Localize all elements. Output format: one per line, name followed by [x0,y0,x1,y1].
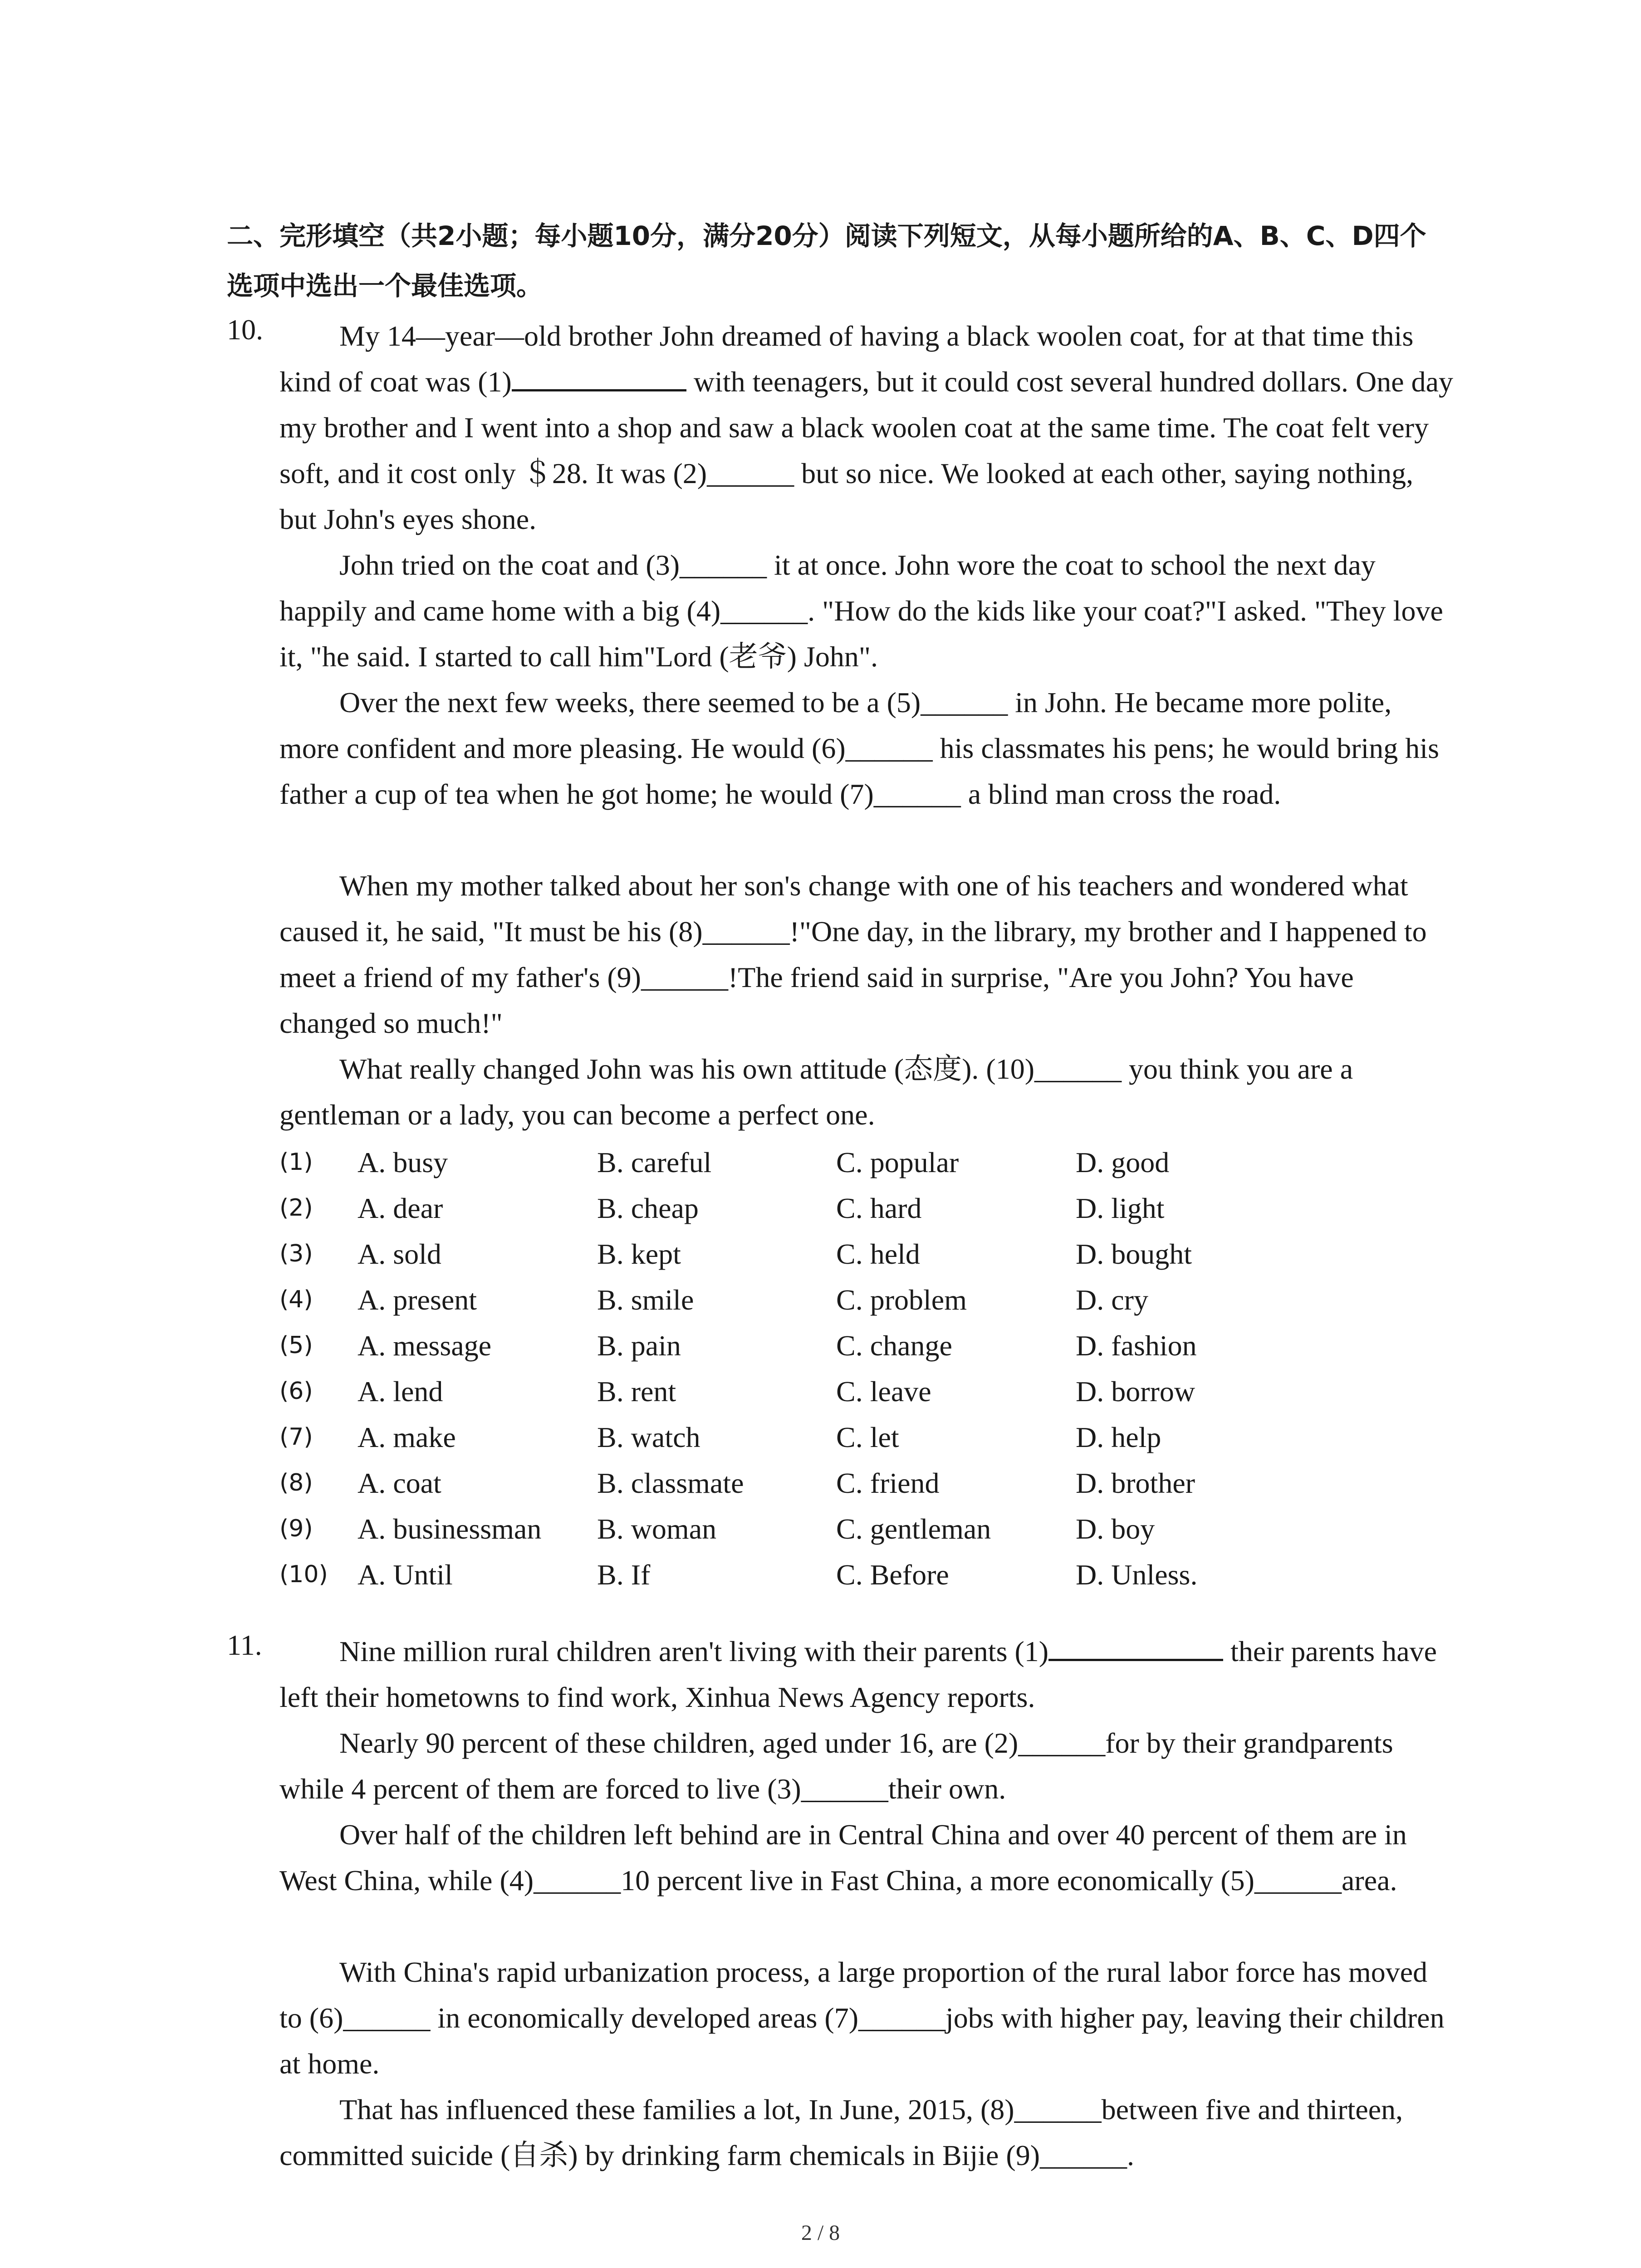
option-d: D. fashion [1076,1330,1197,1362]
option-c: C. Before [836,1559,949,1591]
option-b: B. rent [597,1375,676,1408]
option-b: B. kept [597,1238,681,1270]
q11-paragraph-4 [279,1949,1455,2087]
q10-p5-text: What really changed John was his own attitude (态度). (10)______ you think you are a gentleman or a lady, you can become a perfect one. [279,1053,1353,1131]
q10-p3-text: Over the next few weeks, there seemed to be a (5)______ in John. He became more polite, more confident and more pleasing. He would (6)______ his classmates his pens; he would bring his father a cup of tea when he got home; he would (7)______ a blind man cross the road. [279,686,1439,810]
option-number: (9) [279,1515,313,1542]
q10-paragraph-3 [279,679,1455,817]
q11-paragraph-2 [279,1720,1455,1812]
q11-p4-text: With China's rapid urbanization process, a large proportion of the rural labor force has moved to (6)______ in economically developed areas (7)______jobs with higher pay, leaving their children at home. [279,1956,1445,2080]
option-row [279,1231,1455,1277]
option-number: (6) [279,1378,313,1405]
option-b: B. classmate [597,1467,744,1499]
option-number: (2) [279,1194,313,1222]
q10-paragraph-5 [279,1046,1455,1138]
option-a: A. coat [358,1467,441,1499]
option-row [279,1414,1455,1460]
q11-p2-text: Nearly 90 percent of these children, aged under 16, are (2)______for by their grandparents while 4 percent of them are forced to live (3)______their own. [279,1727,1393,1805]
q10-p4-text: When my mother talked about her son's change with one of his teachers and wondered what caused it, he said, "It must be his (8)______!"One day, in the library, my brother and I happened to meet a friend of my father's (9)______!The friend said in surprise, "Are you John? You have changed so much!" [279,870,1427,1039]
option-c: C. let [836,1421,899,1453]
option-a: A. businessman [358,1513,542,1545]
option-number: (3) [279,1240,313,1267]
option-d: D. boy [1076,1513,1155,1545]
option-d: D. help [1076,1421,1161,1453]
option-c: C. change [836,1330,952,1362]
option-a: A. present [358,1284,477,1316]
q11-paragraph-3 [279,1812,1455,1903]
option-a: A. sold [358,1238,441,1270]
option-a: A. Until [358,1559,453,1591]
option-row [279,1506,1455,1552]
option-c: C. problem [836,1284,967,1316]
section-title: 二、完形填空（共2小题；每小题10分，满分20分）阅读下列短文，从每小题所给的A、B、C、D四个选项中选出一个最佳选项。 [227,220,1426,301]
q11-p5-text: That has influenced these families a lot, In June, 2015, (8)______between five and thirteen, committed suicide (自杀) by drinking farm chemicals in Bijie (9)______. [279,2093,1403,2171]
answer-blank [512,366,686,391]
option-a: A. message [358,1330,492,1362]
q10-paragraph-1 [279,313,1455,542]
q10-options-table [279,1139,1455,1598]
option-c: C. friend [836,1467,940,1499]
option-a: A. dear [358,1192,443,1224]
option-row [279,1277,1455,1323]
option-row [279,1323,1455,1369]
option-number: (1) [279,1149,313,1176]
option-b: B. If [597,1559,651,1591]
q11-p1-text-b: their parents have left their hometowns to find work, Xinhua News Agency reports. [279,1635,1437,1713]
option-b: B. careful [597,1146,712,1178]
option-d: D. light [1076,1192,1165,1224]
option-row [279,1460,1455,1506]
answer-blank [1048,1635,1223,1661]
option-c: C. gentleman [836,1513,991,1545]
option-d: D. Unless. [1076,1559,1198,1591]
q10-p1-text-a: My 14—year—old brother John dreamed of having a black woolen coat, for at that time this kind of coat was (1) [279,320,1414,398]
option-c: C. popular [836,1146,959,1178]
option-b: B. woman [597,1513,717,1545]
option-number: (10) [279,1561,328,1588]
q10-p1-text-b: with teenagers, but it could cost several hundred dollars. One day my brother and I went into a shop and saw a black woolen coat at the same time. The coat felt very soft, and it cost only ＄28. It was (2)______ but so nice. We looked at each other, saying nothing, but John's eyes shone. [279,366,1454,535]
q11-p3-text: Over half of the children left behind are in Central China and over 40 percent of them are in West China, while (4)______10 percent live in Fast China, a more economically (5)______area. [279,1818,1407,1897]
option-row [279,1369,1455,1414]
option-number: (4) [279,1286,313,1313]
q10-paragraph-2 [279,542,1455,679]
q11-paragraph-5 [279,2087,1455,2178]
question-number-11: 11. [227,1629,262,1661]
q10-paragraph-4 [279,863,1455,1046]
q11-p1-text-a: Nine million rural children aren't living with their parents (1) [339,1635,1049,1667]
option-b: B. cheap [597,1192,699,1224]
option-d: D. borrow [1076,1375,1195,1408]
option-a: A. make [358,1421,456,1453]
q11-paragraph-1 [279,1628,1455,1720]
option-number: (7) [279,1423,313,1451]
option-c: C. leave [836,1375,931,1408]
option-number: (5) [279,1332,313,1359]
option-b: B. smile [597,1284,694,1316]
option-b: B. pain [597,1330,681,1362]
option-c: C. held [836,1238,920,1270]
option-b: B. watch [597,1421,700,1453]
page-number: 2 / 8 [801,2221,840,2245]
question-number-10: 10. [227,313,263,346]
option-row [279,1552,1455,1598]
option-a: A. lend [358,1375,443,1408]
option-d: D. good [1076,1146,1170,1178]
q10-p2-text: John tried on the coat and (3)______ it at once. John wore the coat to school the next day happily and came home with a big (4)______. "How do the kids like your coat?"I asked. "They love it, "he said. I started to call him"Lord (老爷) John". [279,549,1443,673]
option-c: C. hard [836,1192,922,1224]
option-row [279,1139,1455,1185]
option-d: D. brother [1076,1467,1195,1499]
option-d: D. cry [1076,1284,1148,1316]
option-row [279,1185,1455,1231]
option-number: (8) [279,1469,313,1496]
option-d: D. bought [1076,1238,1192,1270]
option-a: A. busy [358,1146,448,1178]
